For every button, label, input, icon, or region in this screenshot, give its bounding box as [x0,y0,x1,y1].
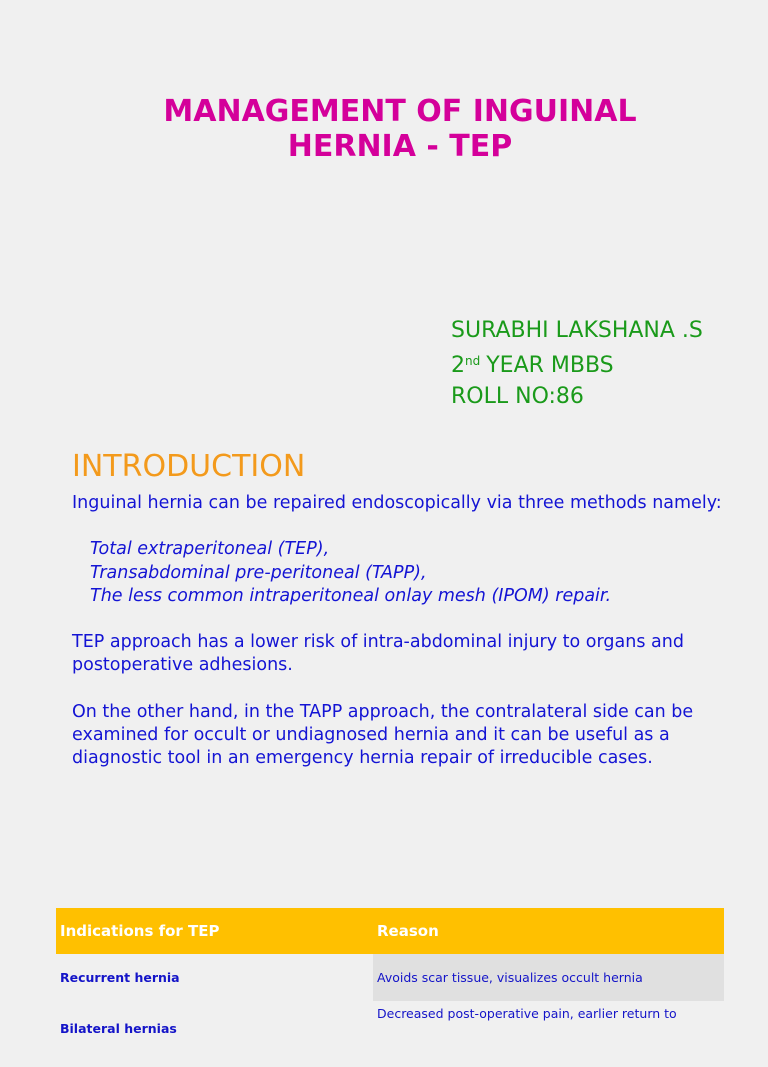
method-item: Total extraperitoneal (TEP), [90,539,330,560]
methods-list [72,538,722,608]
author-year [451,346,703,381]
year-suffix: nd [465,354,481,368]
table-cell-reason: Avoids scar tissue, visualizes occult hernia [373,954,724,1001]
indications-table [56,908,724,1067]
author-roll: ROLL NO:86 [451,384,584,409]
page-title: MANAGEMENT OF INGUINAL HERNIA - TEP [163,94,637,164]
year-number: 2 [451,353,465,378]
table-row [56,954,724,1001]
table-cell-reason: Decreased post-operative pain, earlier return to [373,1001,724,1067]
table-header-row [56,908,724,954]
table-row [56,1001,724,1067]
intro-paragraph-3: On the other hand, in the TAPP approach, the contralateral side can be examined for occult or undiagnosed hernia and it can be useful as a diagnostic tool in an emergency hernia repair of irreducible cases. [72,701,694,769]
intro-paragraph-2: TEP approach has a lower risk of intra-abdominal injury to organs and postoperative adhesions. [72,632,684,676]
table-cell-indication: Bilateral hernias [60,1021,177,1036]
year-text: YEAR MBBS [486,353,614,378]
author-name: SURABHI LAKSHANA .S [451,318,703,343]
header-indications: Indications for TEP [56,908,373,954]
table-cell-indication: Recurrent hernia [60,970,180,985]
intro-heading: INTRODUCTION [72,449,306,484]
method-item: The less common intraperitoneal onlay mesh (IPOM) repair. [90,585,612,606]
intro-paragraph-1: Inguinal hernia can be repaired endoscopically via three methods namely: [72,493,722,513]
method-item: Transabdominal pre-peritoneal (TAPP), [90,562,427,583]
intro-body [72,492,722,794]
author-block [451,315,703,412]
header-reason: Reason [373,908,724,954]
